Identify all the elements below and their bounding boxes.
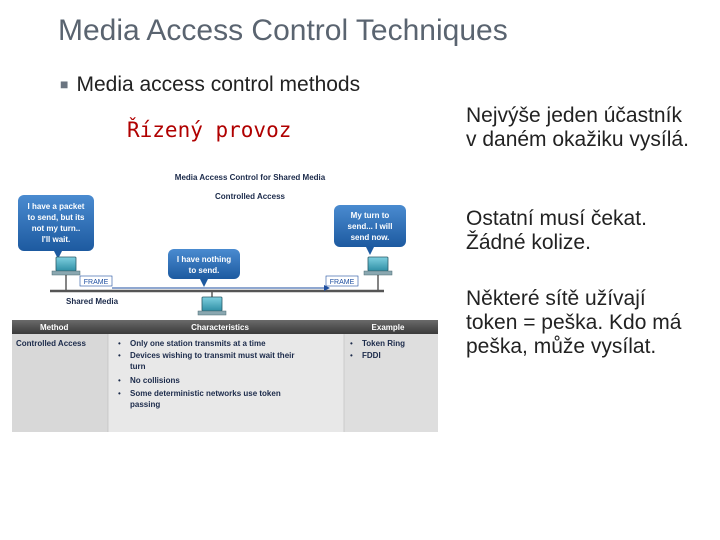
frame-label-right [326, 276, 358, 286]
frame-left-text: FRAME [83, 279, 109, 286]
square-bullet-icon: ■ [60, 76, 69, 92]
right-text-paragraph-3: Některé sítě užívají token = peška. Kdo má peška, může vysílat. [466, 287, 682, 358]
bullet-dot: • [118, 389, 121, 398]
speech-bubble-right [334, 205, 406, 255]
characteristic-2-line-1: Devices wishing to transmit must wait their [130, 351, 295, 360]
bubble-right-line-2: send... I will [347, 222, 393, 231]
figure-subtitle: Controlled Access [215, 192, 285, 201]
table-header-method: Method [40, 323, 69, 332]
frame-right-text: FRAME [329, 279, 355, 286]
speech-bubble-middle [168, 249, 240, 287]
methods-table [12, 320, 438, 432]
bubble-middle-line-2: to send. [188, 266, 220, 275]
bubble-left-line-4: I'll wait. [41, 235, 71, 244]
computer-middle-icon [198, 297, 226, 315]
computer-right-icon [364, 257, 392, 275]
bubble-right-line-1: My turn to [350, 211, 390, 220]
bullet-dot: • [350, 351, 353, 360]
speech-bubble-left [18, 195, 94, 259]
bullet-dot: • [118, 376, 121, 385]
characteristic-4-line-1: Some deterministic networks use token [130, 389, 281, 398]
bullet-dot: • [350, 339, 353, 348]
table-header-example: Example [371, 323, 405, 332]
table-cell-method: Controlled Access [16, 339, 86, 348]
example-1: Token Ring [362, 339, 405, 348]
shared-media-label: Shared Media [66, 297, 119, 306]
bubble-left-line-1: I have a packet [27, 202, 85, 211]
computer-left-icon [52, 257, 80, 275]
bullet-text: Media access control methods [76, 73, 361, 96]
bullet-item [60, 73, 360, 97]
figure-title: Media Access Control for Shared Media [174, 173, 326, 182]
bullet-dot: • [118, 351, 121, 360]
characteristic-1: Only one station transmits at a time [130, 339, 266, 348]
characteristic-4-line-2: passing [130, 400, 161, 409]
bubble-left-line-3: not my turn.. [31, 224, 81, 233]
right-text-paragraph-1: Nejvýše jeden účastník v daném okažiku vysílá. [466, 104, 689, 151]
slide-title: Media Access Control Techniques [58, 14, 508, 47]
bubble-middle-line-1: I have nothing [176, 255, 232, 264]
controlled-access-heading: Řízený provoz [127, 118, 292, 142]
right-text-paragraph-2: Ostatní musí čekat. Žádné kolize. [466, 207, 647, 254]
bubble-right-line-3: send now. [350, 233, 390, 242]
frame-label-left [80, 276, 112, 286]
example-2: FDDI [362, 351, 381, 360]
controlled-access-figure [12, 165, 440, 435]
characteristic-2-line-2: turn [130, 362, 146, 371]
characteristic-3: No collisions [130, 376, 180, 385]
bullet-dot: • [118, 339, 121, 348]
table-header-characteristics: Characteristics [191, 323, 249, 332]
bubble-left-line-2: to send, but its [27, 213, 85, 222]
